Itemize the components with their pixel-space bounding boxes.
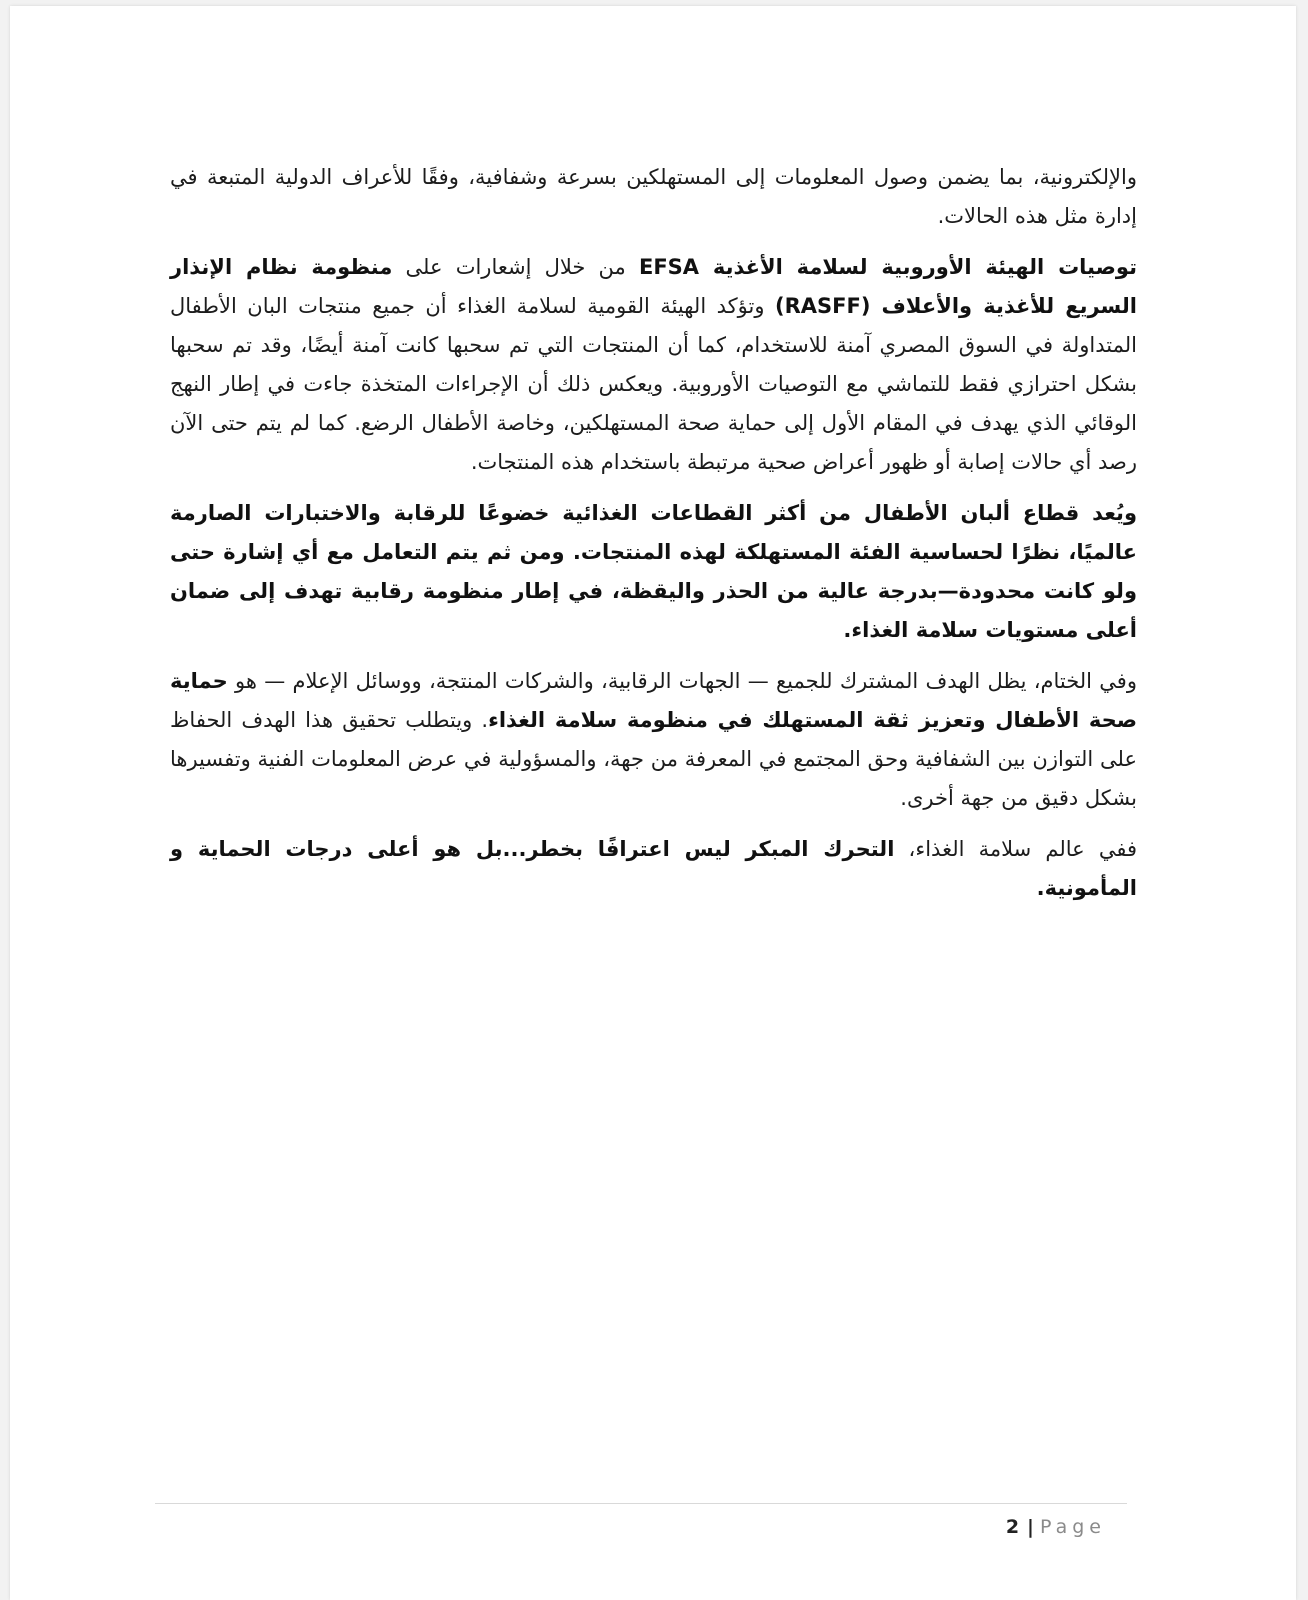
bold-closing-quote: التحرك المبكر ليس اعترافًا بخطر...بل هو أعلى درجات الحماية و المأمونية. [170, 837, 1137, 900]
page-number: 2 [1005, 1516, 1020, 1538]
text-segment: وفي الختام، يظل الهدف المشترك للجميع — الجهات الرقابية، والشركات المنتجة، ووسائل الإعلام — هو [227, 669, 1137, 693]
text-segment: ففي عالم سلامة الغذاء، [894, 837, 1137, 861]
page-label: Page [1040, 1516, 1106, 1538]
paragraph-closing-statement [170, 830, 1137, 908]
bold-efsa-reference: توصيات الهيئة الأوروبية لسلامة الأغذية EFSA [638, 255, 1137, 279]
document-body [170, 158, 1137, 920]
page-footer [1006, 1516, 1106, 1538]
paragraph-conclusion [170, 662, 1137, 818]
footer-separator: | [1027, 1516, 1034, 1538]
paragraph-intro-continuation [170, 158, 1137, 236]
bold-rasff-reference: منظومة نظام الإنذار السريع للأغذية والأعلاف (RASFF) [170, 255, 1137, 318]
text-segment: . ويتطلب تحقيق هذا الهدف الحفاظ على التوازن بين الشفافية وحق المجتمع في المعرفة من جهة، والمسؤولية في عرض المعلومات الفنية وتفسيرها بشكل دقيق من جهة أخرى. [170, 708, 1137, 810]
paragraph-efsa-recommendations [170, 248, 1137, 482]
bold-child-health-goal: حماية صحة الأطفال وتعزيز ثقة المستهلك في منظومة سلامة الغذاء [170, 669, 1137, 732]
text-segment: ويُعد قطاع ألبان الأطفال من أكثر القطاعات الغذائية خضوعًا للرقابة والاختبارات الصارمة عالميًا، نظرًا لحساسية الفئة المستهلكة لهذه المنتجات. ومن ثم يتم التعامل مع أي إشارة حتى ولو كانت محدودة—بدرجة عالية من الحذر واليقظة، في إطار منظومة رقابية تهدف إلى ضمان أعلى مستويات سلامة الغذاء. [170, 501, 1137, 642]
paragraph-infant-milk-sector [170, 494, 1137, 650]
document-page [10, 6, 1296, 1600]
footer-divider [155, 1503, 1127, 1504]
text-segment: والإلكترونية، بما يضمن وصول المعلومات إلى المستهلكين بسرعة وشفافية، وفقًا للأعراف الدولية المتبعة في إدارة مثل هذه الحالات. [170, 165, 1137, 228]
text-segment: وتؤكد الهيئة القومية لسلامة الغذاء أن جميع منتجات البان الأطفال المتداولة في السوق المصري آمنة للاستخدام، كما أن المنتجات التي تم سحبها كانت آمنة أيضًا، وقد تم سحبها بشكل احترازي فقط للتماشي مع التوصيات الأوروبية. ويعكس ذلك أن الإجراءات المتخذة جاءت في إطار النهج الوقائي الذي يهدف في المقام الأول إلى حماية صحة المستهلكين، وخاصة الأطفال الرضع. كما لم يتم حتى الآن رصد أي حالات إصابة أو ظهور أعراض صحية مرتبطة باستخدام هذه المنتجات. [170, 294, 1137, 474]
text-segment: من خلال إشعارات على [392, 255, 639, 279]
